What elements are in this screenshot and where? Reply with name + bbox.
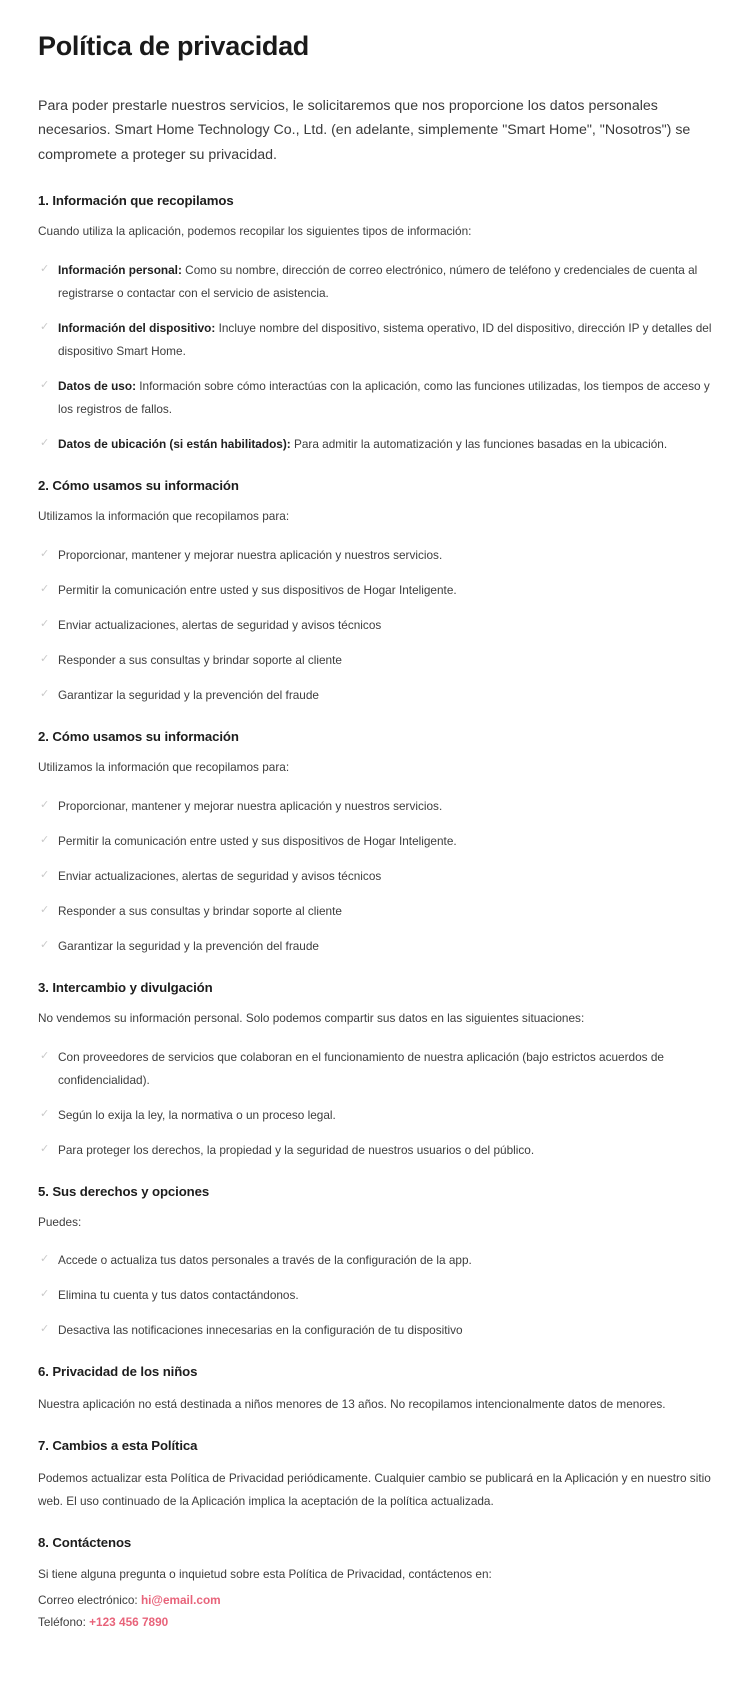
list-item-label: Información del dispositivo: [58,320,216,335]
contact-phone-label: Teléfono: [38,1615,86,1630]
contact-email-link[interactable]: hi@email.com [140,1593,221,1608]
list-item [38,1249,712,1272]
list-item-text: Como su nombre, dirección de correo electrónico, número de teléfono y credenciales de cuenta al registrarse o contactar con el servicio de asistencia. [58,262,698,300]
contact-lead: Si tiene alguna pregunta o inquietud sobre esta Política de Privacidad, contáctenos en: [38,1567,492,1582]
check-icon: ✓ [40,1288,50,1301]
section-como-usamos-su-informacion-2 [38,729,712,958]
section-intercambio-y-divulgacion [38,980,712,1162]
list-item [38,433,712,456]
section-informacion-que-recopilamos [38,193,712,456]
page-title: Política de privacidad [38,31,309,61]
check-icon: ✓ [40,582,50,595]
section-cambios-a-esta-politica [38,1438,712,1513]
check-icon: ✓ [40,652,50,665]
list-item-text: Garantizar la seguridad y la prevención del fraude [58,938,319,953]
list-item [38,579,712,602]
list-item-text: Desactiva las notificaciones innecesarias en la configuración de tu dispositivo [58,1323,463,1338]
check-list [38,795,712,958]
check-icon: ✓ [40,262,50,275]
list-item [38,830,712,853]
section-sus-derechos-y-opciones [38,1184,712,1343]
check-list [38,544,712,707]
list-item [38,544,712,567]
section-contactenos [38,1535,712,1633]
list-item-text: Enviar actualizaciones, alertas de seguridad y avisos técnicos [58,868,382,883]
list-item [38,865,712,888]
section-lead: Utilizamos la información que recopilamos para: [38,759,290,774]
section-title: 5. Sus derechos y opciones [38,1183,210,1199]
check-icon: ✓ [40,378,50,391]
list-item-label: Datos de uso: [58,378,136,393]
section-body: Podemos actualizar esta Política de Privacidad periódicamente. Cualquier cambio se publicará en la Aplicación y en nuestro sitio web. El uso continuado de la Aplicación implica la aceptación de la política actualizada. [38,1471,711,1509]
section-title: 6. Privacidad de los niños [38,1364,198,1380]
list-item [38,375,712,421]
check-icon: ✓ [40,1107,50,1120]
section-title: 7. Cambios a esta Política [38,1438,198,1454]
section-body: Nuestra aplicación no está destinada a niños menores de 13 años. No recopilamos intencionalmente datos de menores. [38,1397,666,1412]
section-lead: Puedes: [38,1214,82,1229]
list-item-text: Incluye nombre del dispositivo, sistema operativo, ID del dispositivo, dirección IP y detalles del dispositivo Smart Home. [58,320,712,358]
section-privacidad-de-los-ninos [38,1364,712,1416]
list-item-text: Accede o actualiza tus datos personales a través de la configuración de la app. [58,1253,472,1268]
list-item-text: Elimina tu cuenta y tus datos contactándonos. [58,1288,299,1303]
list-item [38,935,712,958]
check-icon: ✓ [40,1323,50,1336]
list-item-text: Proporcionar, mantener y mejorar nuestra aplicación y nuestros servicios. [58,547,443,562]
check-icon: ✓ [40,938,50,951]
list-item [38,1284,712,1307]
section-como-usamos-su-informacion-1 [38,478,712,707]
list-item [38,684,712,707]
sections-container [38,193,712,1513]
contact-email-line [38,1590,712,1612]
check-icon: ✓ [40,833,50,846]
section-title: 3. Intercambio y divulgación [38,979,213,995]
list-item-text: Para admitir la automatización y las funciones basadas en la ubicación. [290,436,668,451]
check-icon: ✓ [40,1142,50,1155]
list-item [38,900,712,923]
list-item [38,317,712,363]
section-title: 1. Información que recopilamos [38,193,234,209]
check-icon: ✓ [40,687,50,700]
list-item [38,1104,712,1127]
list-item-text: Responder a sus consultas y brindar soporte al cliente [58,652,342,667]
list-item [38,614,712,637]
check-icon: ✓ [40,798,50,811]
check-icon: ✓ [40,903,50,916]
section-title: 8. Contáctenos [38,1535,132,1551]
list-item-text: Permitir la comunicación entre usted y sus dispositivos de Hogar Inteligente. [58,833,457,848]
check-icon: ✓ [40,868,50,881]
list-item-text: Enviar actualizaciones, alertas de seguridad y avisos técnicos [58,617,382,632]
section-lead: Cuando utiliza la aplicación, podemos recopilar los siguientes tipos de información: [38,224,472,239]
list-item-text: Información sobre cómo interactúas con la aplicación, como las funciones utilizadas, los tiempos de acceso y los registros de fallos. [58,378,710,416]
section-title: 2. Cómo usamos su información [38,477,239,493]
check-icon: ✓ [40,1253,50,1266]
list-item-text: Para proteger los derechos, la propiedad y la seguridad de nuestros usuarios o del público. [58,1142,535,1157]
list-item [38,795,712,818]
list-item-text: Responder a sus consultas y brindar soporte al cliente [58,903,342,918]
check-icon: ✓ [40,436,50,449]
list-item [38,649,712,672]
list-item [38,259,712,305]
contact-phone-line [38,1612,712,1634]
list-item-label: Información personal: [58,262,182,277]
check-icon: ✓ [40,1049,50,1062]
section-lead: Utilizamos la información que recopilamos para: [38,508,290,523]
check-list [38,259,712,456]
section-title: 2. Cómo usamos su información [38,728,239,744]
section-lead: No vendemos su información personal. Solo podemos compartir sus datos en las siguientes situaciones: [38,1010,585,1025]
list-item-text: Con proveedores de servicios que colaboran en el funcionamiento de nuestra aplicación (bajo estrictos acuerdos de confidencialidad). [58,1049,664,1087]
list-item [38,1046,712,1092]
check-icon: ✓ [40,320,50,333]
contact-phone-link[interactable]: +123 456 7890 [89,1615,169,1630]
check-icon: ✓ [40,547,50,560]
list-item [38,1139,712,1162]
check-list [38,1249,712,1342]
list-item [38,1319,712,1342]
list-item-label: Datos de ubicación (si están habilitados): [58,436,291,451]
list-item-text: Garantizar la seguridad y la prevención del fraude [58,687,319,702]
intro-paragraph: Para poder prestarle nuestros servicios, le solicitaremos que nos proporcione los datos personales necesarios. Smart Home Technology Co., Ltd. (en adelante, simplemente "Smart Home", "Nosotros") se compromete a proteger su privacidad. [38,97,691,163]
check-icon: ✓ [40,617,50,630]
list-item-text: Proporcionar, mantener y mejorar nuestra aplicación y nuestros servicios. [58,798,443,813]
list-item-text: Permitir la comunicación entre usted y sus dispositivos de Hogar Inteligente. [58,582,457,597]
list-item-text: Según lo exija la ley, la normativa o un proceso legal. [58,1107,336,1122]
check-list [38,1046,712,1162]
contact-email-label: Correo electrónico: [38,1593,138,1608]
